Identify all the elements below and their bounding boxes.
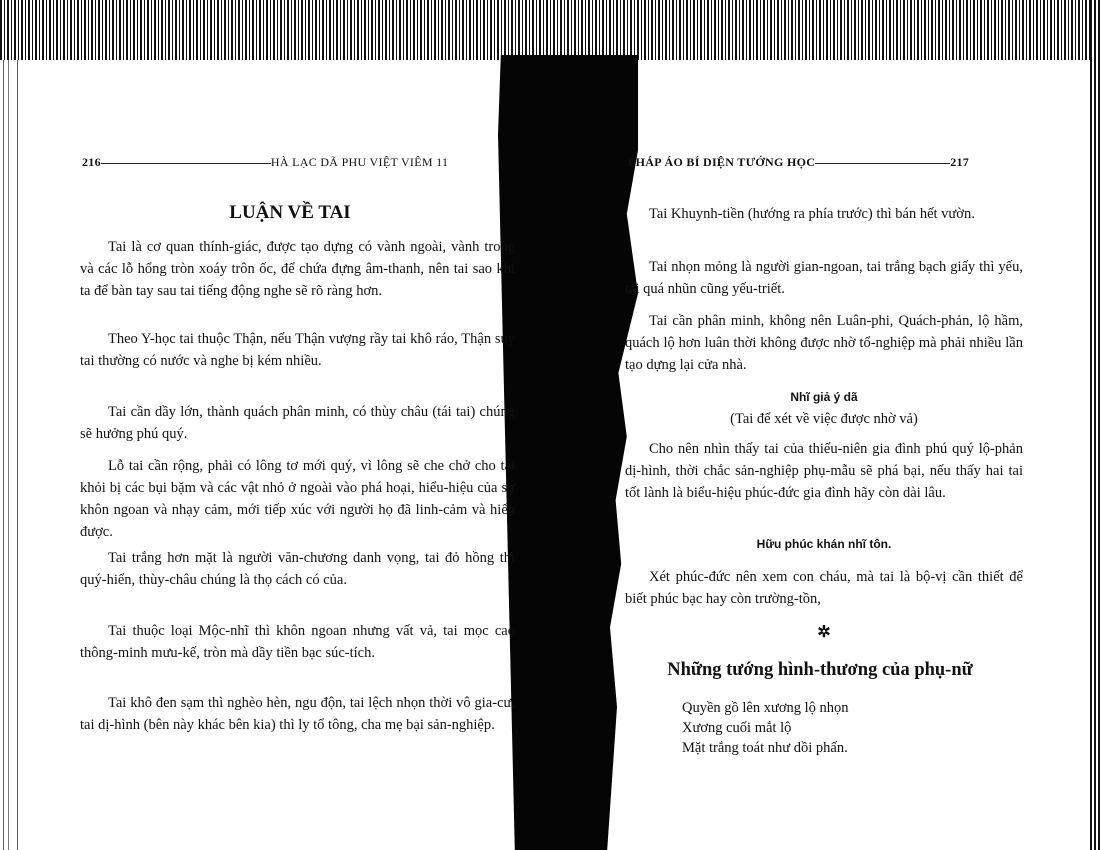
- left-page-number: 216: [82, 155, 101, 169]
- right-running-title: PHÁP ÁO BÍ DIỆN TƯỚNG HỌC: [628, 155, 816, 169]
- chapter-title: LUẬN VỀ TAI: [229, 202, 351, 223]
- right-page: [600, 0, 1023, 850]
- header-rule: [815, 163, 950, 164]
- paragraph-5: Xét phúc-đức nên xem con cháu, mà tai là bộ-vị cần thiết để biết phúc bạc hay còn trường-tồn,: [625, 569, 1023, 607]
- scan-left-edge: [0, 60, 22, 850]
- subheading-1: Nhĩ giả ý dã: [790, 390, 858, 404]
- poem-line: Quyền gồ lên xương lộ nhọn: [682, 700, 849, 716]
- paragraph-4: Cho nên nhìn thấy tai của thiếu-niên gia đình phú quý lộ-phản dị-hình, thời chắc sản-nghiệp phụ-mẫu sẽ phá bại, nếu thấy hai tai tốt lành là biểu-hiệu phúc-đức gia đình hãy còn dài lâu.: [625, 441, 1023, 501]
- paragraph-5: Tai trắng hơn mặt là người văn-chương danh vọng, tai đỏ hồng thì quý-hiển, thùy-châu chúng là thọ cách có của.: [80, 550, 515, 588]
- subheading-2: Hữu phúc khán nhĩ tôn.: [756, 537, 892, 551]
- left-page: [40, 0, 515, 850]
- paragraph-7: Tai khô đen sạm thì nghèo hèn, ngu độn, tai lệch nhọn thời vô gia-cư, tai dị-hình (bên này khác bên kia) thì ly tổ tông, cha mẹ bại sản-nghiệp.: [80, 695, 515, 733]
- left-running-title: HÀ LẠC DÃ PHU VIỆT VIÊM 11: [270, 155, 449, 169]
- paragraph-4: Lỗ tai cần rộng, phải có lông tơ mới quý, vì lông sẽ che chở cho tai khỏi bị các bụi bặm và các vật nhỏ ở ngoài vào phá hoại, hiểu-hiệu của sự khôn ngoan và nhạy cảm, mới tiếp xúc với người họ đã linh-cảm và hiểu được.: [80, 458, 515, 540]
- subheading-1-note: (Tai để xét về việc được nhờ vả): [730, 411, 918, 427]
- left-page-header: [82, 155, 522, 170]
- ornament-icon: ✲: [817, 624, 831, 641]
- scan-right-edge: [1090, 0, 1100, 850]
- poem-line: Mặt trắng toát như dồi phấn.: [682, 740, 848, 756]
- paragraph-3: Tai cần dầy lớn, thành quách phân minh, có thùy châu (tái tai) chúng sẽ hưởng phú quý.: [80, 404, 515, 442]
- paragraph-2: Theo Y-học tai thuộc Thận, nếu Thận vượng rầy tai khô ráo, Thận suy tai thường có nước và nghe bị kém nhiều.: [80, 331, 515, 369]
- paragraph-1: Tai là cơ quan thính-giác, được tạo dựng có vành ngoài, vành trong và các lỗ hổng tròn xoáy trôn ốc, để chứa đựng âm-thanh, nên tai sao khi ta để bàn tay sau tai tiếng động nghe sẽ rõ ràng hơn.: [80, 239, 515, 299]
- paragraph-1: Tai Khuynh-tiền (hướng ra phía trước) thì bán hết vườn.: [649, 206, 975, 222]
- section-title: Những tướng hình-thương của phụ-nữ: [667, 660, 973, 680]
- right-page-header: [628, 155, 1023, 170]
- poem-block: [682, 698, 849, 758]
- right-page-number: 217: [950, 155, 970, 169]
- paragraph-6: Tai thuộc loại Mộc-nhĩ thì khôn ngoan nhưng vất vả, tai mọc cao thông-minh mưu-kế, tròn mà dầy tiền bạc súc-tích.: [80, 623, 515, 661]
- header-rule: [101, 163, 271, 164]
- poem-line: Xương cuối mắt lộ: [682, 720, 792, 736]
- paragraph-3: Tai cần phân minh, không nên Luân-phi, Quách-phản, lộ hầm, quách lộ hơn luân thời không được nhờ tổ-nghiệp mà phải nhiều lần tạo dựng lại cửa nhà.: [625, 313, 1023, 373]
- paragraph-2: Tai nhọn mỏng là người gian-ngoan, tai trắng bạch giấy thì yếu, tai quá nhũn cũng yếu-triết.: [625, 259, 1023, 297]
